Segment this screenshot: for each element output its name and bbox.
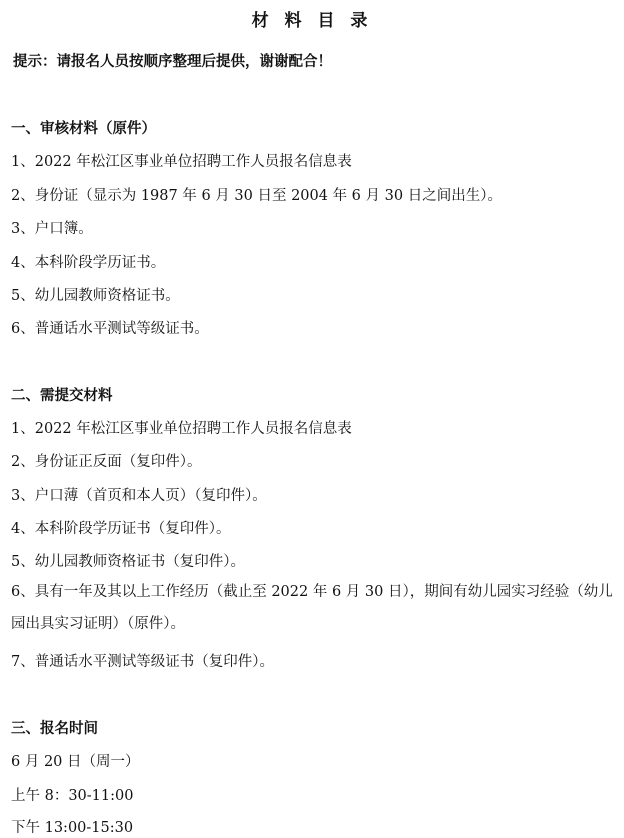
list-item: 2、身份证（显示为 1987 年 6 月 30 日至 2004 年 6 月 30 日之间出生）。 [11, 188, 502, 204]
list-item: 1、2022 年松江区事业单位招聘工作人员报名信息表 [11, 421, 352, 437]
list-item: 上午 8：30-11:00 [11, 788, 134, 804]
list-item: 3、户口簿。 [11, 221, 93, 237]
section-heading-submit: 二、需提交材料 [11, 387, 113, 404]
list-item: 5、幼儿园教师资格证书。 [11, 288, 180, 304]
list-item: 3、户口薄（首页和本人页）（复印件）。 [11, 488, 267, 504]
section-heading-review: 一、审核材料（原件） [11, 120, 156, 137]
list-item: 6、具有一年及其以上工作经历（截止至 2022 年 6 月 30 日），期间有幼儿园实习经验（幼儿园出具实习证明）（原件）。 [11, 584, 613, 632]
list-item: 1、2022 年松江区事业单位招聘工作人员报名信息表 [11, 154, 352, 170]
list-item: 6、普通话水平测试等级证书。 [11, 321, 209, 337]
section-heading-registration-time: 三、报名时间 [11, 720, 98, 737]
list-item: 6 月 20 日（周一） [11, 754, 140, 770]
document-title: 材 料 目 录 [251, 11, 373, 31]
list-item: 下午 13:00-15:30 [11, 820, 134, 836]
list-item: 4、本科阶段学历证书（复印件）。 [11, 521, 231, 537]
notice-tip: 提示：请报名人员按顺序整理后提供，谢谢配合！ [13, 53, 332, 70]
list-item: 7、普通话水平测试等级证书（复印件）。 [11, 654, 274, 670]
list-item: 2、身份证正反面（复印件）。 [11, 454, 202, 470]
list-item: 5、幼儿园教师资格证书（复印件）。 [11, 554, 245, 570]
list-item: 4、本科阶段学历证书。 [11, 255, 166, 271]
